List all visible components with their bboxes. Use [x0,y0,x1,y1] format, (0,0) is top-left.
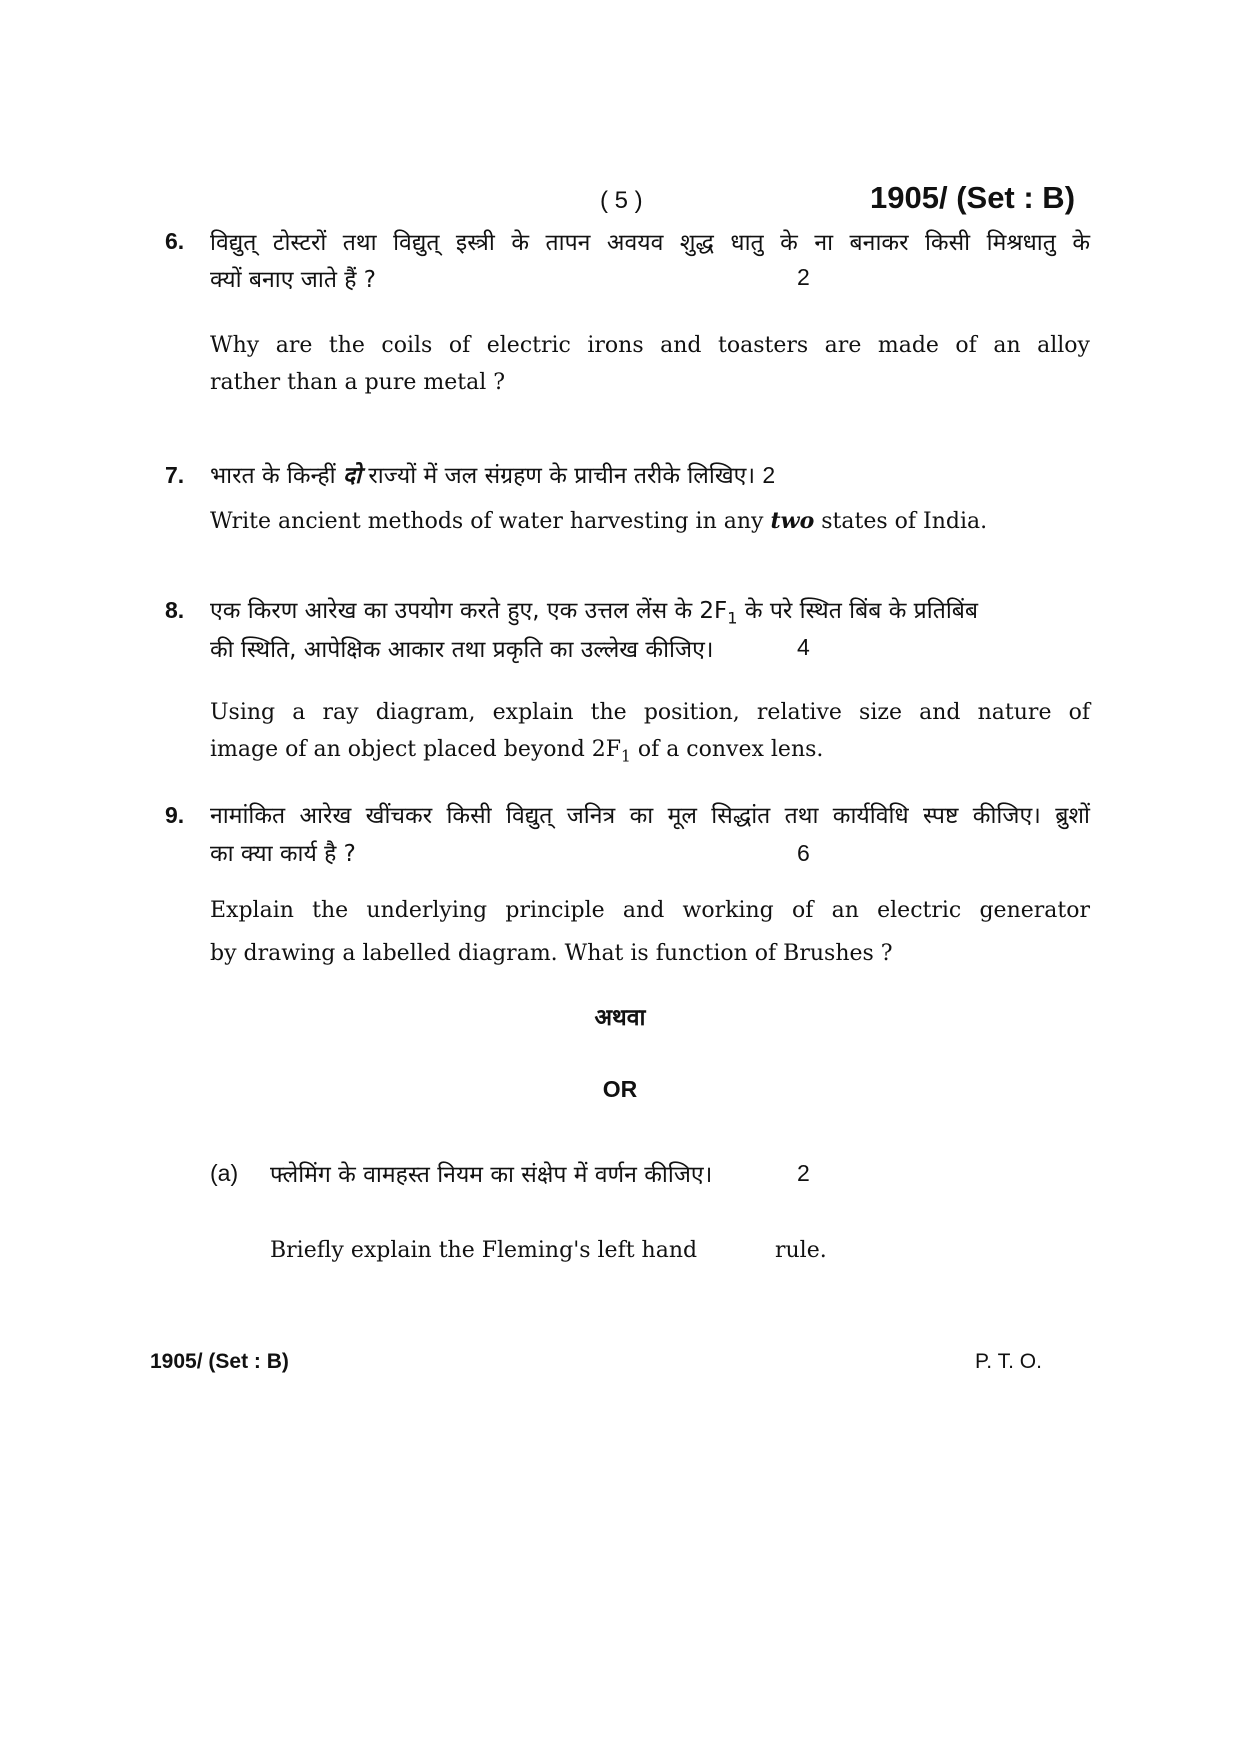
or-heading-hindi: अथवा [594,1005,646,1031]
page-number: ( 5 ) [600,187,643,214]
pto-label: P. T. O. [975,1350,1042,1373]
question-8-english-text-b: of a convex lens. [630,737,824,762]
question-9-marks: 6 [797,840,810,866]
paper-code-footer: 1905/ (Set : B) [150,1350,289,1373]
question-8-hindi-subscript: 1 [727,608,738,628]
question-8-english-line2 [210,737,823,765]
question-6-english-line1: Why are the coils of electric irons and toasters are made of an alloy [210,333,1090,358]
question-7-number: 7. [165,462,185,488]
question-8-marks: 4 [797,634,810,660]
question-8-number: 8. [165,597,185,623]
question-7-hindi-text-b: राज्यों में जल संग्रहण के प्राचीन तरीके लिखिए। [361,463,756,489]
question-8-english-text-a: image of an object placed beyond 2F [210,737,622,762]
alternative-english-a: Briefly explain the Fleming's left hand [270,1238,698,1263]
alternative-english-b: rule. [775,1238,827,1263]
question-9-english-line2: by drawing a labelled diagram. What is function of Brushes ? [210,941,893,966]
alternative-hindi: फ्लेमिंग के वामहस्त नियम का संक्षेप में वर्णन कीजिए। [270,1162,713,1188]
question-6-hindi-line1: विद्युत् टोस्टरों तथा विद्युत् इस्त्री के तापन अवयव शुद्ध धातु के ना बनाकर किसी मिश्रधातु के [210,230,1090,256]
question-9-hindi-line2: का क्या कार्य है ? [210,841,356,867]
question-9-english-line1: Explain the underlying principle and working of an electric generator [210,898,1090,923]
question-9-hindi-line1: नामांकित आरेख खींचकर किसी विद्युत् जनित्र का मूल सिद्धांत तथा कार्यविधि स्पष्ट कीजिए। ब्रुशों [210,803,1090,829]
question-7-hindi [210,458,775,490]
question-7-english-emphasis: two [770,508,815,534]
question-8-english-subscript: 1 [621,747,631,766]
question-7-english [210,508,987,534]
question-7-english-text-a: Write ancient methods of water harvesting in any [210,509,771,534]
question-7-hindi-emphasis: दो [342,463,362,489]
question-6-english-line2: rather than a pure metal ? [210,370,506,395]
paper-code-header: 1905/ (Set : B) [870,180,1076,215]
question-7-marks: 2 [762,462,776,488]
question-6-marks: 2 [797,264,810,290]
question-7-english-text-b: states of India. [814,509,988,534]
question-8-english-line1: Using a ray diagram, explain the position, relative size and nature of [210,700,1090,725]
question-6-number: 6. [165,228,185,254]
alternative-marks: 2 [797,1160,810,1186]
question-8-hindi-text-b: के परे स्थित बिंब के प्रतिबिंब [737,598,979,624]
question-8-hindi-line2: की स्थिति, आपेक्षिक आकार तथा प्रकृति का उल्लेख कीजिए। [210,637,714,663]
question-8-hindi-text-a: एक किरण आरेख का उपयोग करते हुए, एक उत्तल लेंस के 2F [210,598,728,624]
or-heading-english: OR [602,1076,638,1102]
question-6-hindi-line2: क्यों बनाए जाते हैं ? [210,267,376,293]
alternative-part-label: (a) [210,1160,239,1186]
question-9-number: 9. [165,802,185,828]
question-8-hindi-line1 [210,593,1090,628]
question-7-hindi-text-a: भारत के किन्हीं [210,463,343,489]
